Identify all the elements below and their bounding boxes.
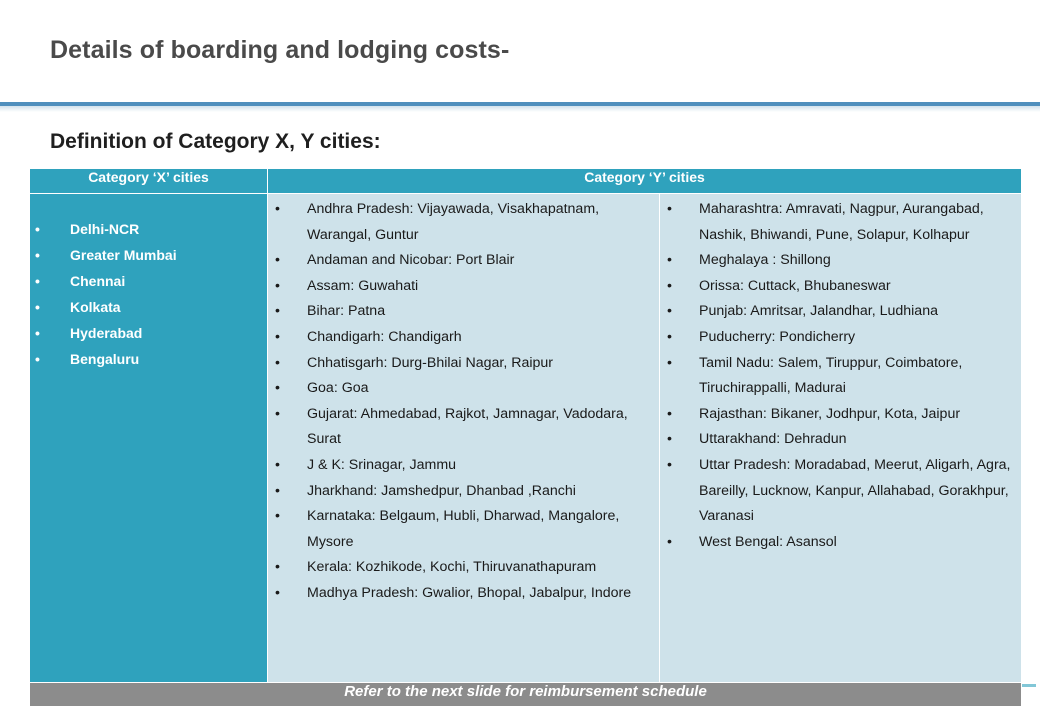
y-city-item: [666, 453, 1017, 530]
list-item-text: Punjab: Amritsar, Jalandhar, Ludhiana: [699, 303, 938, 320]
footer-note: Refer to the next slide for reimbursement schedule: [30, 683, 1022, 710]
category-y-list-right: [660, 194, 1021, 555]
bullet-icon: •: [667, 431, 672, 448]
list-item-text: Gujarat: Ahmedabad, Rajkot, Jamnagar, Vadodara, Surat: [307, 405, 628, 448]
bullet-icon: •: [275, 277, 280, 294]
list-item-text: Hyderabad: [70, 325, 143, 341]
bullet-icon: •: [667, 533, 672, 550]
x-city-item: [35, 242, 267, 268]
y-city-item: [274, 504, 655, 555]
list-item-text: J & K: Srinagar, Jammu: [307, 456, 457, 473]
bullet-icon: •: [275, 328, 280, 345]
bullet-icon: •: [35, 221, 40, 237]
bullet-icon: •: [667, 405, 672, 422]
y-city-item: [274, 453, 655, 479]
category-y-cell-left: [268, 194, 660, 683]
y-city-item: [274, 376, 655, 402]
bullet-icon: •: [275, 559, 280, 576]
y-city-item: [274, 197, 655, 248]
x-city-item: [35, 216, 267, 242]
corner-mark: [1022, 684, 1036, 687]
bullet-icon: •: [667, 303, 672, 320]
y-city-item: [274, 274, 655, 300]
category-y-list-left: [268, 194, 659, 607]
header-category-x: Category ‘X’ cities: [30, 169, 268, 194]
y-city-item: [666, 427, 1017, 453]
y-city-item: [274, 479, 655, 505]
bullet-icon: •: [275, 252, 280, 269]
list-item-text: Kerala: Kozhikode, Kochi, Thiruvanathapuram: [307, 559, 597, 576]
list-item-text: Goa: Goa: [307, 380, 369, 397]
bullet-icon: •: [275, 584, 280, 601]
list-item-text: Greater Mumbai: [70, 247, 177, 263]
header-category-y: Category ‘Y’ cities: [268, 169, 1022, 194]
bullet-icon: •: [275, 354, 280, 371]
list-item-text: Orissa: Cuttack, Bhubaneswar: [699, 277, 891, 294]
list-item-text: Uttarakhand: Dehradun: [699, 431, 847, 448]
bullet-icon: •: [35, 325, 40, 341]
bullet-icon: •: [667, 328, 672, 345]
bullet-icon: •: [275, 482, 280, 499]
page-title: Details of boarding and lodging costs-: [50, 36, 510, 64]
list-item-text: Andaman and Nicobar: Port Blair: [307, 252, 515, 269]
category-y-cell-right: [660, 194, 1022, 683]
list-item-text: Maharashtra: Amravati, Nagpur, Aurangabad, Nashik, Bhiwandi, Pune, Solapur, Kolhapur: [699, 201, 984, 243]
x-city-item: [35, 320, 267, 346]
bottom-margin: [0, 706, 1040, 720]
list-item-text: Tamil Nadu: Salem, Tiruppur, Coimbatore, Tiruchirappalli, Madurai: [699, 354, 963, 397]
x-city-item: [35, 346, 267, 372]
list-item-text: Bengaluru: [70, 351, 140, 367]
list-item-text: Delhi-NCR: [70, 221, 140, 237]
list-item-text: Assam: Guwahati: [307, 277, 419, 294]
y-city-item: [666, 197, 1017, 248]
y-city-item: [274, 299, 655, 325]
bullet-icon: •: [275, 508, 280, 525]
bullet-icon: •: [667, 354, 672, 371]
bullet-icon: •: [275, 303, 280, 320]
bullet-icon: •: [35, 273, 40, 289]
list-item-text: Chennai: [70, 273, 126, 289]
bullet-icon: •: [275, 201, 280, 217]
list-item-text: Rajasthan: Bikaner, Jodhpur, Kota, Jaipur: [699, 405, 961, 422]
category-x-cell: [30, 194, 268, 683]
x-city-item: [35, 294, 267, 320]
y-city-item: [666, 274, 1017, 300]
section-subtitle: Definition of Category X, Y cities:: [50, 130, 381, 153]
bullet-icon: •: [667, 252, 672, 269]
category-x-list: [30, 194, 267, 372]
list-item-text: Karnataka: Belgaum, Hubli, Dharwad, Mangalore, Mysore: [307, 508, 620, 550]
y-city-item: [274, 402, 655, 453]
list-item-text: Andhra Pradesh: Vijayawada, Visakhapatnam, Warangal, Guntur: [307, 201, 600, 243]
y-city-item: [666, 351, 1017, 402]
y-city-item: [274, 351, 655, 377]
table-header-row: [30, 169, 1022, 194]
x-city-item: [35, 268, 267, 294]
list-item-text: Uttar Pradesh: Moradabad, Meerut, Aligarh, Agra, Bareilly, Lucknow, Kanpur, Allahabad, Gorakhpur, Varanasi: [699, 456, 1011, 525]
list-item-text: Chhatisgarh: Durg-Bhilai Nagar, Raipur: [307, 354, 554, 371]
y-city-item: [666, 325, 1017, 351]
list-item-text: Jharkhand: Jamshedpur, Dhanbad ,Ranchi: [307, 482, 576, 499]
bullet-icon: •: [667, 277, 672, 294]
y-city-item: [274, 325, 655, 351]
bullet-icon: •: [35, 299, 40, 315]
title-divider-shadow: [0, 106, 1040, 112]
y-city-item: [666, 299, 1017, 325]
y-city-item: [666, 530, 1017, 556]
y-city-item: [274, 581, 655, 607]
list-item-text: West Bengal: Asansol: [699, 533, 837, 550]
bullet-icon: •: [667, 456, 672, 473]
list-item-text: Puducherry: Pondicherry: [699, 328, 856, 345]
table-body-row: [30, 194, 1022, 683]
list-item-text: Chandigarh: Chandigarh: [307, 328, 462, 345]
bullet-icon: •: [275, 456, 280, 473]
list-item-text: Kolkata: [70, 299, 121, 315]
bullet-icon: •: [35, 351, 40, 367]
y-city-item: [666, 248, 1017, 274]
bullet-icon: •: [275, 380, 280, 397]
y-city-item: [274, 555, 655, 581]
list-item-text: Meghalaya : Shillong: [699, 252, 831, 269]
city-category-table: [29, 168, 1022, 710]
bullet-icon: •: [667, 201, 672, 217]
y-city-item: [274, 248, 655, 274]
bullet-icon: •: [35, 247, 40, 263]
y-city-item: [666, 402, 1017, 428]
list-item-text: Madhya Pradesh: Gwalior, Bhopal, Jabalpur, Indore: [307, 584, 632, 601]
bullet-icon: •: [275, 405, 280, 422]
list-item-text: Bihar: Patna: [307, 303, 386, 320]
